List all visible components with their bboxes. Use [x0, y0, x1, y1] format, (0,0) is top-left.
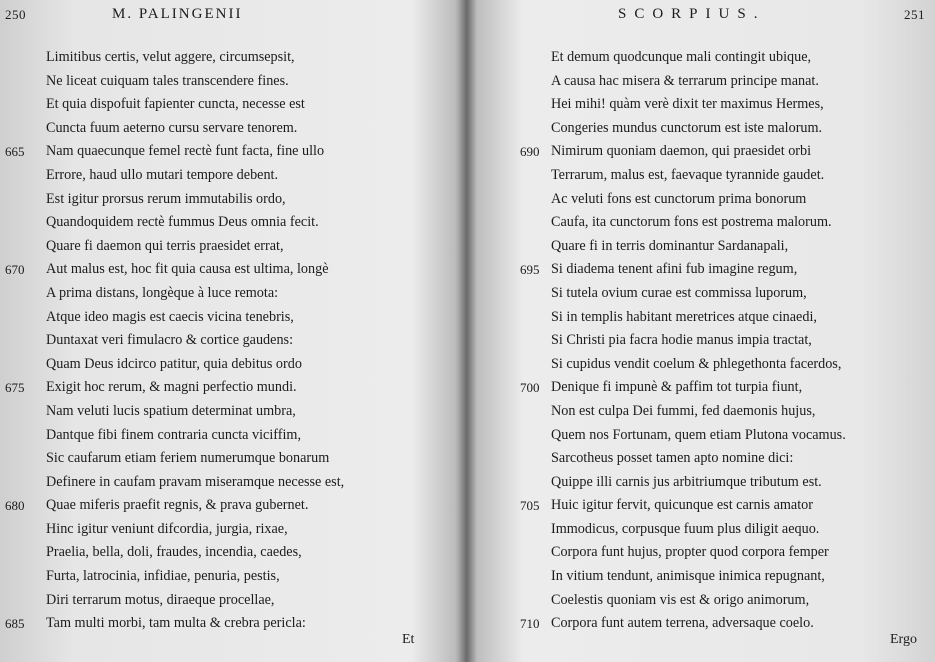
right-page: [470, 0, 935, 662]
left-catchword: Et: [402, 632, 415, 647]
verse-line: [470, 494, 930, 518]
line-text: Est igitur prorsus rerum immutabilis ordo,: [46, 190, 286, 207]
line-text: Denique fi impunè & paffim tot turpia fiunt,: [551, 379, 803, 396]
left-page-number: 250: [5, 7, 26, 22]
line-text: Sarcotheus posset tamen apto nomine dici:: [551, 450, 794, 467]
line-text: Duntaxat veri fimulacro & cortice gaudens:: [46, 332, 294, 349]
verse-line: [0, 164, 456, 188]
left-running-head: M. PALINGENII: [112, 6, 243, 22]
line-text: A causa hac misera & terrarum principe manat.: [551, 72, 819, 89]
line-text: Quippe illi carnis jus arbitriumque tributum est.: [551, 473, 822, 490]
verse-line: [0, 140, 456, 164]
line-text: Si tutela ovium curae est commissa luporum,: [551, 284, 807, 301]
line-text: Corpora funt autem terrena, adversaque coelo.: [551, 615, 814, 632]
line-text: Nam veluti lucis spatium determinat umbra,: [46, 402, 296, 419]
line-text: Quae miferis praefit regnis, & prava gubernet.: [46, 497, 309, 514]
line-text: Hei mihi! quàm verè dixit ter maximus Hermes,: [551, 96, 824, 113]
verse-line: [0, 46, 456, 70]
verse-line: [0, 376, 456, 400]
verse-line: [0, 589, 456, 613]
verse-line: [470, 589, 930, 613]
line-text: Sic caufarum etiam feriem numerumque bonarum: [46, 450, 330, 467]
line-text: Si in templis habitant meretrices atque cinaedi,: [551, 308, 817, 325]
line-text: Ac veluti fons est cunctorum prima bonorum: [551, 190, 807, 207]
verse-line: [0, 188, 456, 212]
line-text: Quare fi in terris dominantur Sardanapali,: [551, 237, 789, 254]
right-running-head: SCORPIUS.: [618, 6, 766, 22]
verse-line: [0, 211, 456, 235]
line-text: Coelestis quoniam vis est & origo animorum,: [551, 591, 810, 608]
line-text: Cuncta fuum aeterno cursu servare tenorem.: [46, 119, 298, 136]
line-text: Quandoquidem rectè fummus Deus omnia fecit.: [46, 214, 319, 231]
line-text: Atque ideo magis est caecis vicina tenebris,: [46, 308, 294, 325]
line-text: Si cupidus vendit coelum & phlegethonta facerdos,: [551, 355, 842, 372]
line-text: Quem nos Fortunam, quem etiam Plutona vocamus.: [551, 426, 846, 443]
left-page: [0, 0, 462, 662]
verse-line: [0, 117, 456, 141]
line-number: 665: [5, 144, 25, 160]
verse-line: [470, 565, 930, 589]
line-text: Praelia, bella, doli, fraudes, incendia, caedes,: [46, 544, 302, 561]
verse-line: [470, 329, 930, 353]
verse-line: [470, 258, 930, 282]
verse-line: [0, 494, 456, 518]
line-number: 680: [5, 498, 25, 514]
line-number: 685: [5, 616, 25, 632]
verse-line: [0, 70, 456, 94]
verse-line: [470, 188, 930, 212]
line-number: 695: [520, 262, 540, 278]
verse-line: [470, 46, 930, 70]
verse-line: [0, 306, 456, 330]
verse-line: [470, 140, 930, 164]
line-text: Limitibus certis, velut aggere, circumsepsit,: [46, 49, 295, 65]
verse-line: [470, 282, 930, 306]
line-text: Quam Deus idcirco patitur, quia debitus ordo: [46, 355, 302, 372]
line-text: Dantque fibi finem contraria cuncta viciffim,: [46, 426, 302, 443]
line-text: Si Christi pia facra hodie manus impia tractat,: [551, 332, 812, 349]
verse-line: [470, 447, 930, 471]
verse-line: [470, 93, 930, 117]
line-text: Terrarum, malus est, faevaque tyrannide gaudet.: [551, 166, 825, 183]
verse-line: [0, 93, 456, 117]
right-catchword: Ergo: [890, 632, 917, 647]
verse-line: [0, 424, 456, 448]
line-text: Corpora funt hujus, propter quod corpora femper: [551, 544, 829, 561]
line-text: Immodicus, corpusque fuum plus diligit aequo.: [551, 520, 820, 537]
verse-line: [0, 282, 456, 306]
line-text: Aut malus est, hoc fit quia causa est ultima, longè: [46, 261, 329, 278]
verse-line: [470, 424, 930, 448]
line-text: Quare fi daemon qui terris praesidet errat,: [46, 237, 284, 254]
verse-line: [470, 471, 930, 495]
verse-line: [470, 400, 930, 424]
verse-line: [470, 518, 930, 542]
verse-line: [470, 306, 930, 330]
line-text: Et demum quodcunque mali contingit ubique,: [551, 49, 812, 65]
line-text: Non est culpa Dei fummi, fed daemonis hujus,: [551, 402, 816, 419]
line-number: 700: [520, 380, 540, 396]
line-text: Errore, haud ullo mutari tempore debent.: [46, 166, 279, 183]
verse-line: [470, 117, 930, 141]
verse-line: [470, 211, 930, 235]
verse-line: [0, 541, 456, 565]
line-text: Caufa, ita cunctorum fons est postrema malorum.: [551, 214, 832, 231]
verse-line: [0, 400, 456, 424]
line-text: Et quia dispofuit fapienter cuncta, necesse est: [46, 96, 305, 113]
verse-line: [470, 70, 930, 94]
verse-line: [0, 612, 456, 636]
line-text: Furta, latrocinia, infidiae, penuria, pestis,: [46, 568, 280, 585]
line-number: 710: [520, 616, 540, 632]
left-verse-lines: [0, 46, 456, 636]
verse-line: [470, 612, 930, 636]
verse-line: [0, 353, 456, 377]
verse-line: [0, 518, 456, 542]
line-text: Definere in caufam pravam miseramque necesse est,: [46, 473, 345, 490]
verse-line: [0, 329, 456, 353]
line-text: Congeries mundus cunctorum est iste malorum.: [551, 119, 823, 136]
line-number: 690: [520, 144, 540, 160]
verse-line: [0, 565, 456, 589]
verse-line: [470, 164, 930, 188]
right-page-number: 251: [904, 7, 925, 22]
line-text: Tam multi morbi, tam multa & crebra pericla:: [46, 615, 306, 632]
line-text: Nam quaecunque femel rectè funt facta, fine ullo: [46, 143, 325, 160]
verse-line: [0, 235, 456, 259]
verse-line: [0, 258, 456, 282]
verse-line: [470, 353, 930, 377]
line-number: 705: [520, 498, 540, 514]
line-text: Ne liceat cuiquam tales transcendere fines.: [46, 72, 289, 89]
verse-line: [0, 471, 456, 495]
line-text: Exigit hoc rerum, & magni perfectio mundi.: [46, 379, 297, 396]
verse-line: [470, 235, 930, 259]
line-text: Diri terrarum motus, diraeque procellae,: [46, 591, 275, 608]
line-text: Huic igitur fervit, quicunque est carnis amator: [551, 497, 813, 514]
line-number: 670: [5, 262, 25, 278]
verse-line: [0, 447, 456, 471]
line-text: Hinc igitur veniunt difcordia, jurgia, rixae,: [46, 520, 288, 537]
line-text: A prima distans, longèque à luce remota:: [46, 284, 279, 301]
verse-line: [470, 541, 930, 565]
verse-line: [470, 376, 930, 400]
right-verse-lines: [470, 46, 930, 636]
line-text: Nimirum quoniam daemon, qui praesidet orbi: [551, 143, 812, 160]
line-number: 675: [5, 380, 25, 396]
line-text: In vitium tendunt, animisque inimica repugnant,: [551, 568, 825, 585]
line-text: Si diadema tenent afini fub imagine regum,: [551, 261, 798, 278]
